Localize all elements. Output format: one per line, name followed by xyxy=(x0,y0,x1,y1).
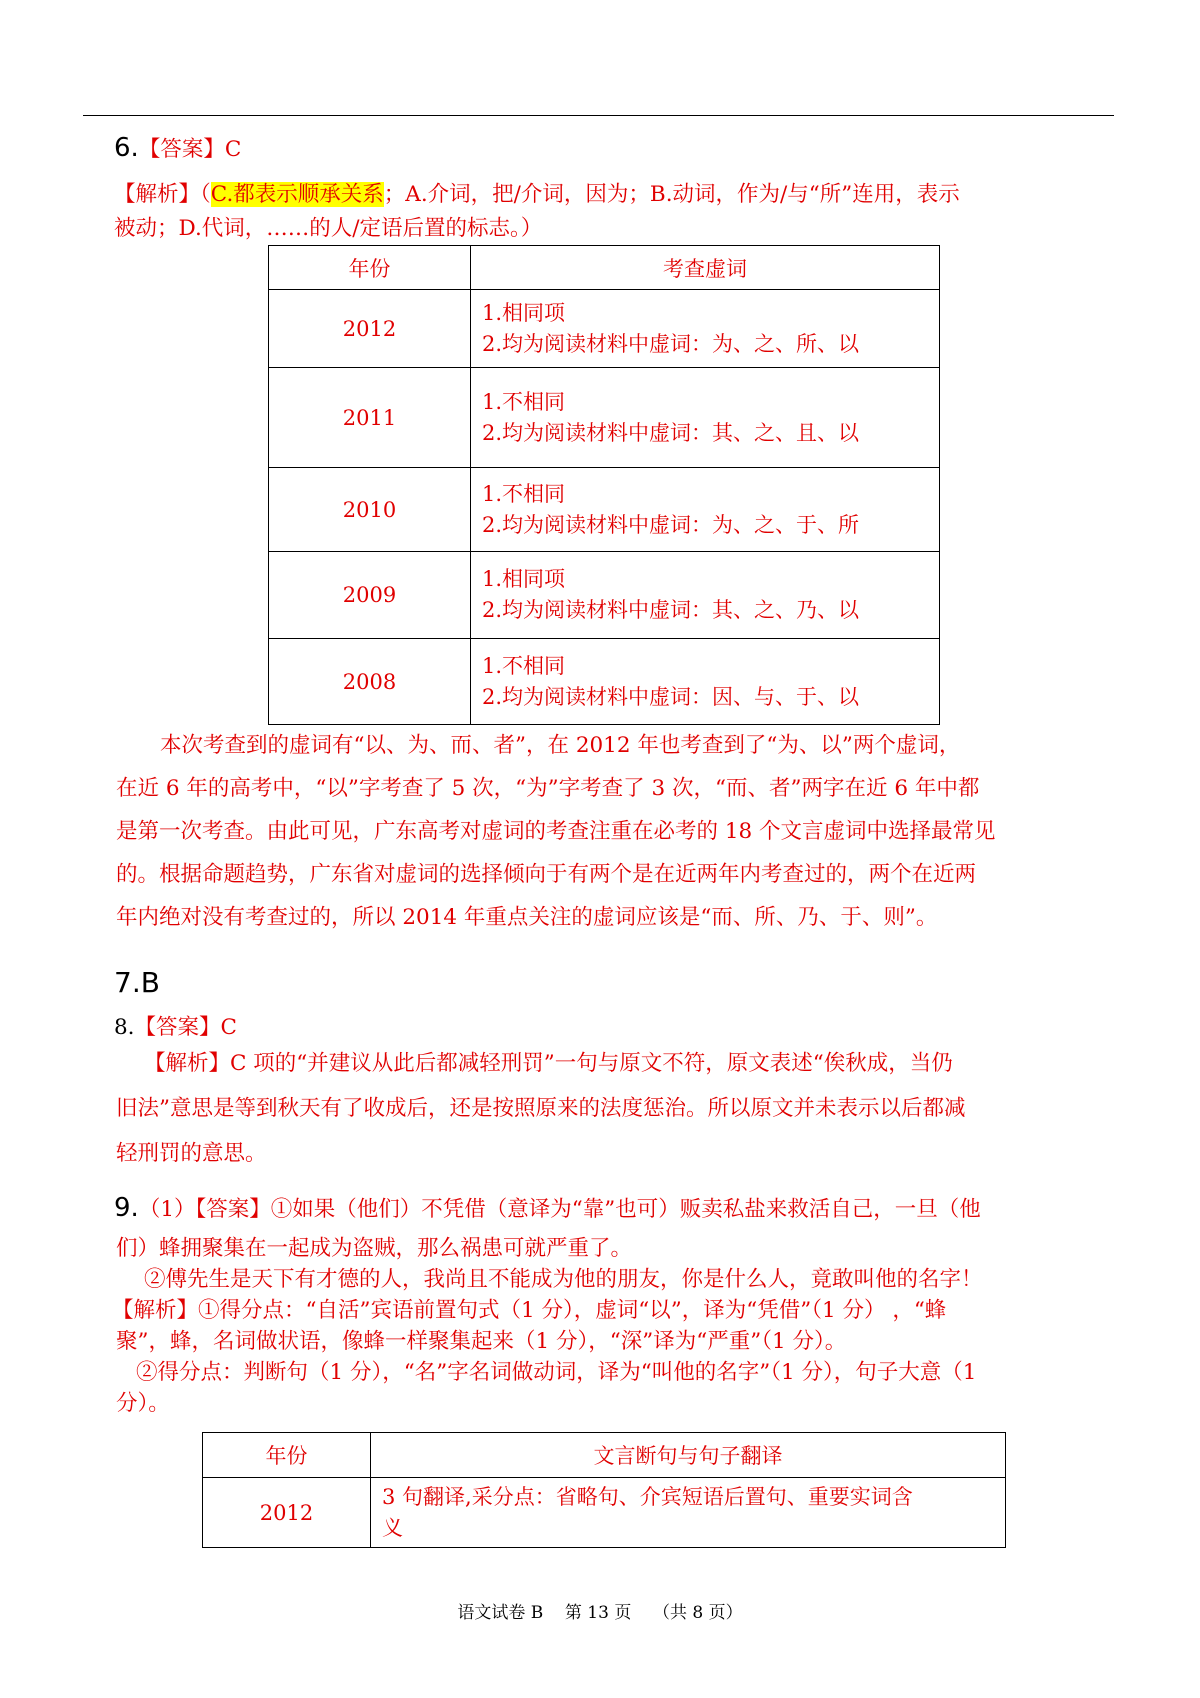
q9-table xyxy=(202,1432,1006,1548)
q7-answer: 7.B xyxy=(114,966,160,999)
year-cell: 2009 xyxy=(269,552,471,639)
q6-answer xyxy=(114,135,241,161)
q6-table-header-year: 年份 xyxy=(269,246,471,290)
q6-analysis-label: 【解析】（ xyxy=(114,182,211,207)
year-cell: 2012 xyxy=(269,290,471,368)
q9-line: 【解析】①得分点：“自活”宾语前置句式（1 分），虚词“以”，译为“凭借”（1 分） ，“蜂 xyxy=(112,1298,947,1323)
year-cell: 2010 xyxy=(269,468,471,552)
q9-answer: （1）【答案】①如果（他们）不凭借（意译为“靠”也可）贩卖私盐来救活自己，一旦（他 xyxy=(138,1197,981,1222)
q8-number: 8. xyxy=(114,1015,135,1040)
table-row xyxy=(269,290,940,368)
q8-answer xyxy=(114,1017,237,1039)
content-cell xyxy=(471,552,940,639)
content-cell xyxy=(471,290,940,368)
content-cell xyxy=(371,1478,1006,1548)
cell-line: 义 xyxy=(382,1515,403,1540)
cell-line: 2.均为阅读材料中虚词：为、之、所、以 xyxy=(482,331,860,356)
year-cell: 2008 xyxy=(269,639,471,725)
q6-number: 6. xyxy=(114,133,139,163)
analysis-line: 【解析】C 项的“并建议从此后都减轻刑罚”一句与原文不符，原文表述“俟秋成，当仍 xyxy=(144,1051,953,1076)
cell-line: 1.不相同 xyxy=(482,653,566,678)
q6-table xyxy=(268,245,940,725)
q9-line: ②得分点：判断句（1 分），“名”字名词做动词，译为“叫他的名字”（1 分），句子大意（1 xyxy=(136,1360,977,1385)
q6-highlight: C.都表示顺承关系 xyxy=(210,182,384,207)
q9-line: 聚”，蜂，名词做状语，像蜂一样聚集起来（1 分），“深”译为“严重”（1 分）。 xyxy=(116,1329,847,1354)
cell-line: 1.不相同 xyxy=(482,481,566,506)
header-rule xyxy=(83,115,1114,116)
cell-line: 2.均为阅读材料中虚词：为、之、于、所 xyxy=(482,512,860,537)
q9-line: 分）。 xyxy=(116,1391,170,1416)
cell-line: 1.相同项 xyxy=(482,567,566,591)
analysis-line: 旧法”意思是等到秋天有了收成后，还是按照原来的法度惩治。所以原文并未表示以后都减 xyxy=(116,1096,966,1121)
cell-line: 1.相同项 xyxy=(482,300,566,325)
year-cell: 2012 xyxy=(203,1478,371,1548)
content-cell xyxy=(471,639,940,725)
q9-line: ②傅先生是天下有才德的人，我尚且不能成为他的朋友，你是什么人，竟敢叫他的名字！ xyxy=(144,1267,983,1292)
paragraph-line: 年内绝对没有考查过的，所以 2014 年重点关注的虚词应该是“而、所、乃、于、则”。 xyxy=(116,905,938,930)
table-row xyxy=(203,1478,1006,1548)
q6-analysis-rest-1: ；A.介词，把/介词，因为；B.动词，作为/与“所”连用，表示 xyxy=(383,182,960,207)
cell-line: 2.均为阅读材料中虚词：其、之、乃、以 xyxy=(482,598,860,622)
paragraph-line: 的。根据命题趋势，广东省对虚词的选择倾向于有两个是在近两年内考查过的，两个在近两 xyxy=(116,862,977,887)
paragraph-line: 是第一次考查。由此可见，广东高考对虚词的考查注重在必考的 18 个文言虚词中选择最常见 xyxy=(116,819,996,844)
cell-line: 2.均为阅读材料中虚词：因、与、于、以 xyxy=(482,684,860,709)
cell-line: 2.均为阅读材料中虚词：其、之、且、以 xyxy=(482,420,860,445)
q6-table-header-word: 考查虚词 xyxy=(471,246,940,290)
q6-paragraph xyxy=(116,729,996,935)
cell-line: 1.不相同 xyxy=(482,389,566,414)
q8-answer-label: 【答案】C xyxy=(134,1015,237,1040)
paragraph-line: 本次考查到的虚词有“以、为、而、者”，在 2012 年也考查到了“为、以”两个虚词， xyxy=(160,733,961,758)
cell-line: 3 句翻译,采分点：省略句、介宾短语后置句、重要实词含 xyxy=(382,1484,913,1509)
table-row xyxy=(269,368,940,468)
q9-number: 9. xyxy=(114,1193,139,1223)
table-row xyxy=(269,468,940,552)
content-cell xyxy=(471,368,940,468)
q6-analysis-line2: 被动；D.代词，……的人/定语后置的标志。） xyxy=(114,216,543,241)
q8-analysis xyxy=(116,1047,966,1171)
q6-analysis-line1 xyxy=(114,184,960,206)
table-row xyxy=(269,639,940,725)
q9-table-header-topic: 文言断句与句子翻译 xyxy=(371,1433,1006,1478)
q6-answer-label: 【答案】C xyxy=(138,137,242,162)
paragraph-line: 在近 6 年的高考中，“以”字考查了 5 次，“为”字考查了 3 次，“而、者”两字在近 6 年中都 xyxy=(116,776,980,801)
analysis-line: 轻刑罚的意思。 xyxy=(116,1141,267,1166)
year-cell: 2011 xyxy=(269,368,471,468)
page-footer: 语文试卷 B 第 13 页 （共 8 页） xyxy=(457,1603,743,1623)
q9-body xyxy=(112,1233,983,1419)
table-row xyxy=(269,552,940,639)
q9-line: 们）蜂拥聚集在一起成为盗贼，那么祸患可就严重了。 xyxy=(116,1236,633,1261)
q9-line1 xyxy=(114,1195,981,1221)
content-cell xyxy=(471,468,940,552)
q9-table-header-year: 年份 xyxy=(203,1433,371,1478)
